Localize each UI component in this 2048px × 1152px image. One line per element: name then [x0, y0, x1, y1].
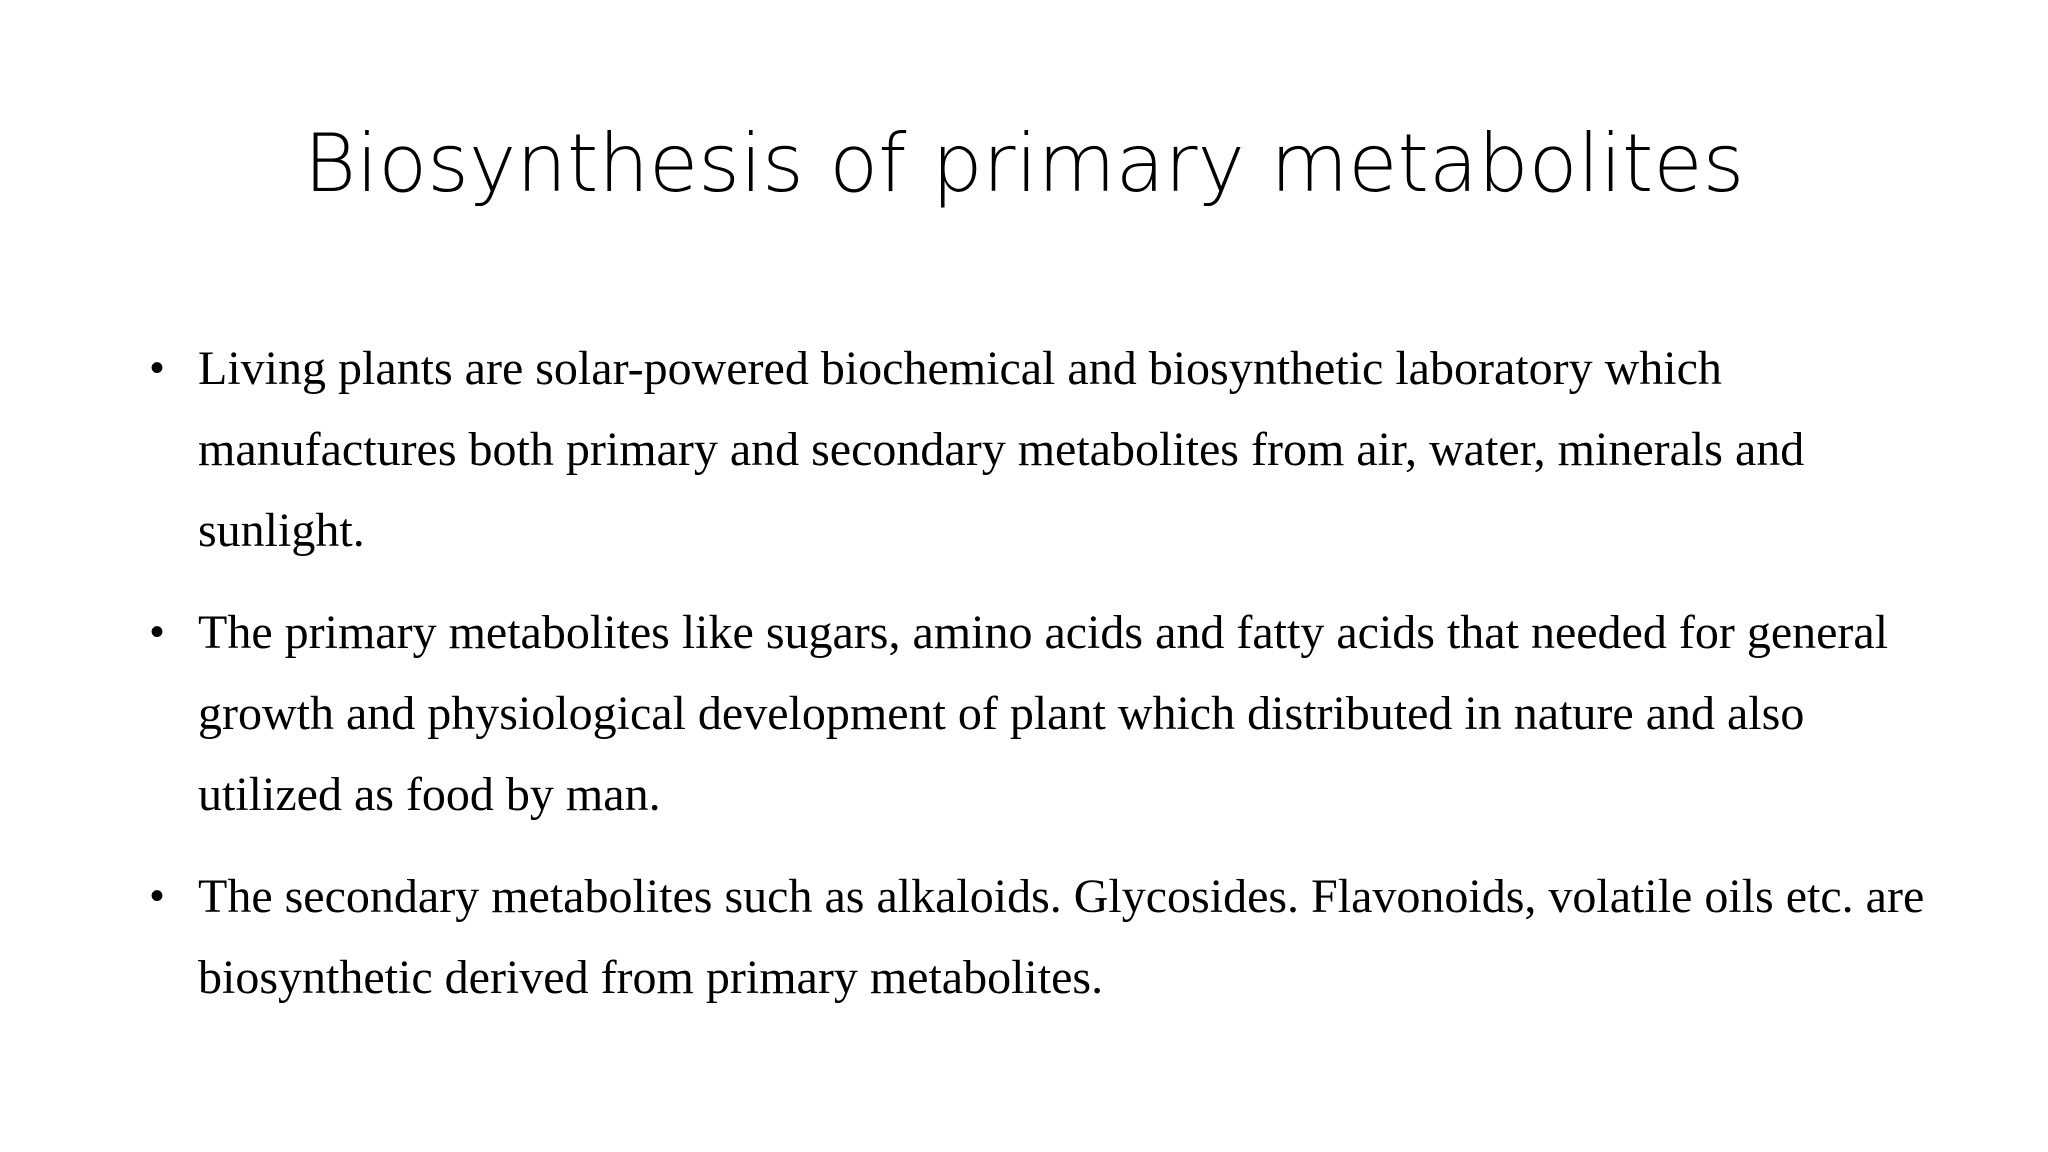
- bullet-item: [150, 592, 1930, 835]
- bullet-text: The primary metabolites like sugars, amino acids and fatty acids that needed for general growth and physiological development of plant which distributed in nature and also utilized as food by man.: [198, 606, 1889, 821]
- slide-title: Biosynthesis of primary metabolites: [303, 117, 1745, 210]
- bullet-dot-icon: •: [150, 346, 165, 390]
- bullet-dot-icon: •: [150, 610, 165, 654]
- bullet-item: [150, 856, 1930, 1018]
- bullet-dot-icon: •: [150, 874, 165, 918]
- bullet-list: [150, 328, 1930, 1039]
- bullet-text: Living plants are solar-powered biochemical and biosynthetic laboratory which manufactures both primary and secondary metabolites from air, water, minerals and sunlight.: [198, 342, 1805, 557]
- bullet-item: [150, 328, 1930, 571]
- bullet-text: The secondary metabolites such as alkaloids. Glycosides. Flavonoids, volatile oils etc. are biosynthetic derived from primary metabolites.: [198, 870, 1925, 1004]
